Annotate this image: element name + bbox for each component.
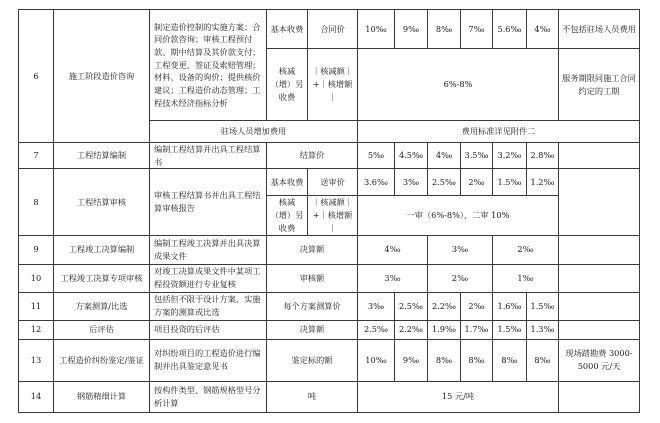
rate-cell: 3‰ [428,235,493,264]
table-row [19,320,640,339]
row-number: 12 [19,320,54,339]
rate-cell: 2‰ [428,264,493,292]
table-row [19,235,640,264]
rate-cell: 3‰ [395,169,428,196]
rate-cell: 2.8‰ [527,143,559,169]
table-row [19,381,640,412]
fee-type-label: 核减（增）另收费 [267,196,308,235]
fee-base: ｜核减额｜+｜核增额｜ [308,196,358,235]
service-name: 后评估 [54,320,150,339]
service-content: 编制工程竣工决算并出具决算成果文件 [150,235,267,264]
fee-type-label: 基本收费 [267,10,308,49]
rate-cell: 8‰ [428,339,461,381]
service-content: 对竣工决算成果文件中某项工程投资额进行专业复核 [150,264,267,292]
rate-cell: 1.5‰ [527,292,559,320]
row-number: 13 [19,339,54,381]
rate-cell: 4‰ [428,143,461,169]
service-content: 制定造价控制的实施方案；合同价款咨询；审核工程预付款、期中结算及其价款支付；工程变更、签证及索赔管理；材料、设备的询价；提供核价建议；工程造价动态管理；工程技术经济指标分析 [150,10,267,121]
rate-cell: 4‰ [358,235,428,264]
rate-cell: 3.5‰ [461,143,493,169]
rate-cell: 1.3‰ [527,320,559,339]
fee-base: 鉴定标的额 [267,339,358,381]
service-content: 对纠纷项目的工程造价进行编制并出具鉴定意见书 [150,339,267,381]
fee-base: ｜核减额｜+｜核增额｜ [308,49,358,121]
table-row [19,264,640,292]
rate-cell: 2.5‰ [395,292,428,320]
fee-base: 吨 [267,381,358,412]
service-content: 编制工程结算并出具工程结算书 [150,143,267,169]
rate-cell: 4‰ [527,10,559,49]
rate-cell: 5‰ [358,143,395,169]
fee-type-label: 基本收费 [267,169,308,196]
rate-cell: 2.2‰ [428,292,461,320]
row-number: 11 [19,292,54,320]
rate-cell: 6%-8% [358,49,559,121]
rate-cell: 8‰ [428,10,461,49]
remark: 服务期限同施工合同约定的工期 [559,49,640,121]
service-name: 工程造价纠纷鉴定/鉴证 [54,339,150,381]
fee-base: 合同价 [308,10,358,49]
fee-base: 决算额 [267,320,358,339]
fee-base: 审核额 [267,264,358,292]
rate-cell: 7‰ [461,10,493,49]
remark [559,264,640,292]
rate-cell: 2.5‰ [358,320,395,339]
service-content: 审核工程结算书并出具工程结算审核报告 [150,169,267,235]
rate-cell: 1.7‰ [461,320,493,339]
service-name: 方案测算/比选 [54,292,150,320]
rate-cell: 8‰ [493,339,527,381]
service-name: 工程结算编制 [54,143,150,169]
row-number: 9 [19,235,54,264]
service-name: 钢筋精细计算 [54,381,150,412]
rate-cell: 1.5‰ [493,169,527,196]
row-number: 14 [19,381,54,412]
fee-base: 送审价 [308,169,358,196]
fee-base: 结算价 [267,143,358,169]
rate-cell: 8‰ [527,339,559,381]
table-row [19,292,640,320]
table-row [19,339,640,381]
rate-cell: 2.2‰ [395,320,428,339]
table-row [19,143,640,169]
rate-cell: 1‰ [493,264,559,292]
rate-cell: 15 元/吨 [358,381,559,412]
table-row [19,10,640,49]
rate-cell: 8‰ [461,339,493,381]
rate-cell: 10‰ [358,10,395,49]
rate-cell: 1.2‰ [527,169,559,196]
fee-base: 每个方案测算价 [267,292,358,320]
fee-base: 决算额 [267,235,358,264]
onsite-fee-label: 驻场人员增加费用 [150,121,358,143]
rate-cell: 9‰ [395,339,428,381]
fee-type-label: 核减（增）另收费 [267,49,308,121]
onsite-fee-value: 费用标准详见附件二 [358,121,640,143]
row-number: 6 [19,10,54,143]
service-name: 工程竣工决算编制 [54,235,150,264]
rate-cell: 9‰ [395,10,428,49]
rate-cell: 3.2‰ [493,143,527,169]
fee-schedule-table [18,9,640,413]
remark: 现场踏勘费 3000-5000 元/天 [559,339,640,381]
remark: 不包括驻场人员费用 [559,10,640,49]
row-number: 8 [19,169,54,235]
remark [559,292,640,320]
row-number: 10 [19,264,54,292]
remark [559,143,640,169]
remark [559,320,640,339]
rate-cell: 一审（6%-8%），二审 10% [358,196,559,235]
rate-cell: 1.6‰ [493,292,527,320]
rate-cell: 2.5‰ [428,169,461,196]
service-name: 工程竣工决算专项审核 [54,264,150,292]
remark [559,169,640,235]
rate-cell: 3‰ [358,264,428,292]
table-row [19,169,640,196]
rate-cell: 1.5‰ [493,320,527,339]
rate-cell: 2‰ [493,235,559,264]
rate-cell: 4.5‰ [395,143,428,169]
rate-cell: 3‰ [358,292,395,320]
service-name: 工程结算审核 [54,169,150,235]
rate-cell: 2‰ [461,169,493,196]
rate-cell: 10‰ [358,339,395,381]
service-content: 包括但不限于设计方案、实施方案的测算或比选 [150,292,267,320]
remark [559,235,640,264]
service-name: 施工阶段造价咨询 [54,10,150,143]
rate-cell: 1.9‰ [428,320,461,339]
rate-cell: 5.6‰ [493,10,527,49]
remark [559,381,640,412]
service-content: 按构件类型、钢筋规格型号分析计算 [150,381,267,412]
rate-cell: 3.6‰ [358,169,395,196]
service-content: 项目投资的后评估 [150,320,267,339]
row-number: 7 [19,143,54,169]
rate-cell: 2‰ [461,292,493,320]
